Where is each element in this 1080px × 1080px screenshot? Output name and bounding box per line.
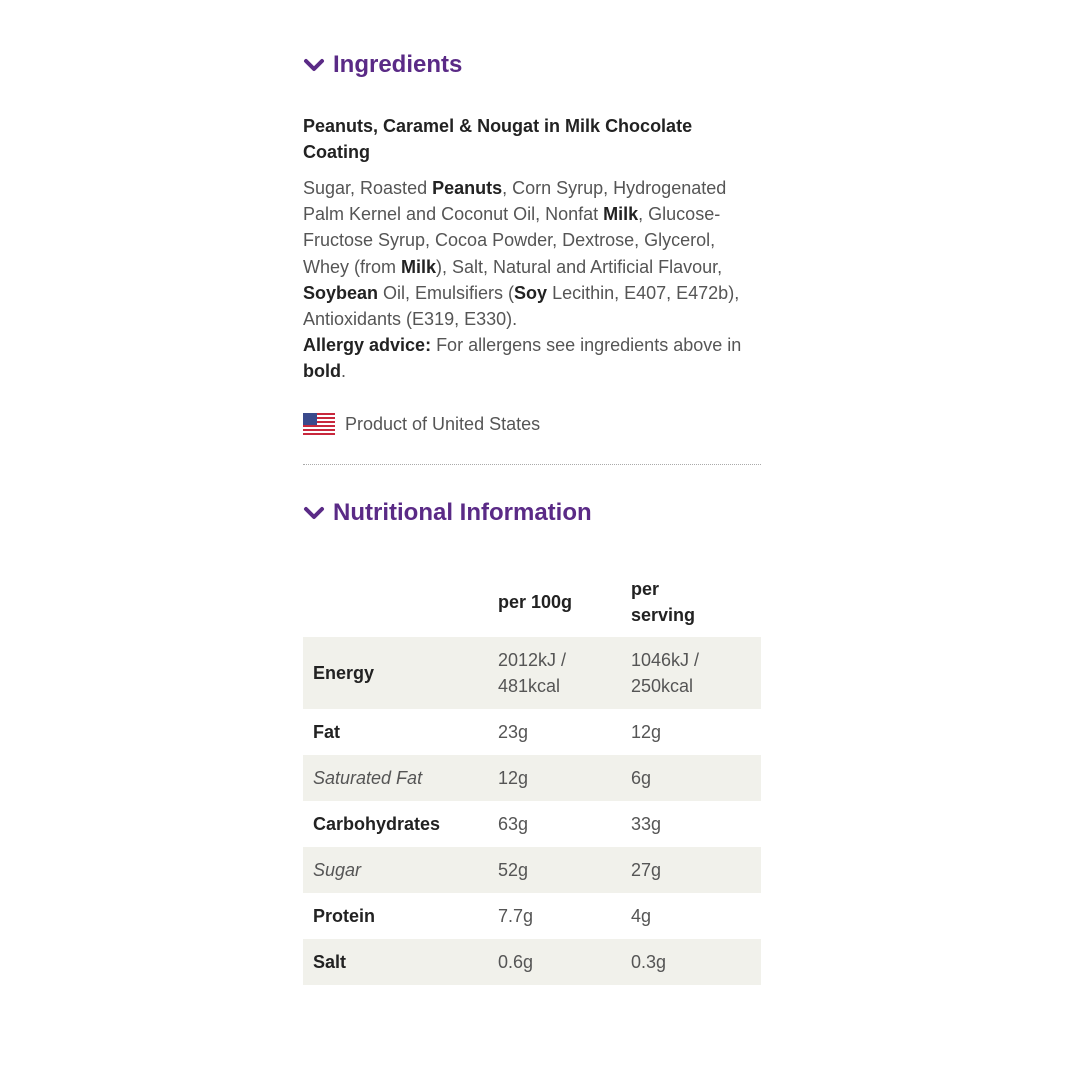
ingredient-segment: Oil, Emulsifiers ( xyxy=(378,282,515,303)
ingredient-allergen: Peanuts xyxy=(432,178,503,198)
value-per-serving: 6g xyxy=(621,755,761,801)
ingredient-segment: , Corn Syrup, Hydrogenated Palm Kernel and Coconut Oil, Nonfat xyxy=(303,178,727,225)
value-per-serving: 33g xyxy=(631,813,662,834)
nutrition-header: Nutritional Information xyxy=(333,498,592,526)
table-header-row xyxy=(303,567,761,637)
nutrient-label: Energy xyxy=(303,637,488,709)
value-per-serving: 27g xyxy=(621,847,761,893)
value-per-100g: 52g xyxy=(488,847,621,893)
ingredients-toggle[interactable] xyxy=(303,48,761,82)
us-flag-icon xyxy=(303,413,335,437)
value-per-100g: 63g xyxy=(498,813,529,834)
ingredient-segment: , Glucose-Fructose Syrup, Cocoa Powder, Dextrose, Glycerol, Whey (from xyxy=(303,204,721,277)
value-per-serving: 1046kJ / 250kcal xyxy=(621,637,761,709)
value-per-serving: 4g xyxy=(631,905,652,926)
value-per-100g: 2012kJ / 481kcal xyxy=(488,637,621,709)
section-divider xyxy=(303,464,761,465)
table-row xyxy=(303,637,761,709)
nutrient-label: Saturated Fat xyxy=(303,755,488,801)
ingredient-segment: Lecithin, E407, E472b), Antioxidants (E319, E330). xyxy=(303,282,740,330)
ingredient-allergen: Soybean xyxy=(303,282,379,303)
nutrient-label: Salt xyxy=(303,939,488,985)
chevron-down-icon xyxy=(303,56,325,74)
nutrition-table xyxy=(303,567,761,985)
table-row xyxy=(303,939,761,985)
ingredient-segment: Sugar, Roasted xyxy=(303,178,433,198)
table-row xyxy=(303,801,761,847)
table-row xyxy=(303,893,761,939)
ingredient-allergen: Milk xyxy=(401,256,437,277)
ingredient-segment: ), Salt, Natural and Artificial Flavour, xyxy=(436,256,723,277)
nutrition-toggle[interactable] xyxy=(303,496,761,530)
allergy-end: . xyxy=(341,361,347,382)
table-row xyxy=(303,847,761,893)
allergy-label: Allergy advice: xyxy=(303,335,432,356)
ingredients-list xyxy=(303,175,761,332)
value-per-serving: 12g xyxy=(631,721,662,742)
column-header xyxy=(303,567,488,637)
value-per-100g: 12g xyxy=(488,755,621,801)
table-row xyxy=(303,709,761,755)
ingredient-allergen: Milk xyxy=(603,204,639,225)
value-per-100g: 7.7g xyxy=(498,905,534,926)
chevron-down-icon xyxy=(303,504,325,522)
nutrient-label: Sugar xyxy=(303,847,488,893)
allergy-bold-word: bold xyxy=(303,361,341,382)
allergy-advice xyxy=(303,332,761,384)
ingredients-header: Ingredients xyxy=(333,51,463,78)
ingredient-allergen: Soy xyxy=(514,282,548,303)
product-info-panel xyxy=(303,48,761,985)
column-header: per serving xyxy=(631,578,696,625)
nutrient-label: Protein xyxy=(313,905,376,926)
origin-text: Product of United States xyxy=(345,414,541,435)
nutrient-label: Carbohydrates xyxy=(313,813,441,834)
product-title: Peanuts, Caramel & Nougat in Milk Chocolate Coating xyxy=(303,116,693,162)
table-row xyxy=(303,755,761,801)
value-per-100g: 23g xyxy=(498,721,529,742)
nutrient-label: Fat xyxy=(313,721,340,742)
value-per-serving: 0.3g xyxy=(621,939,761,985)
allergy-text: For allergens see ingredients above in xyxy=(431,335,742,356)
product-origin xyxy=(303,412,761,438)
column-header: per 100g xyxy=(498,591,573,612)
value-per-100g: 0.6g xyxy=(488,939,621,985)
